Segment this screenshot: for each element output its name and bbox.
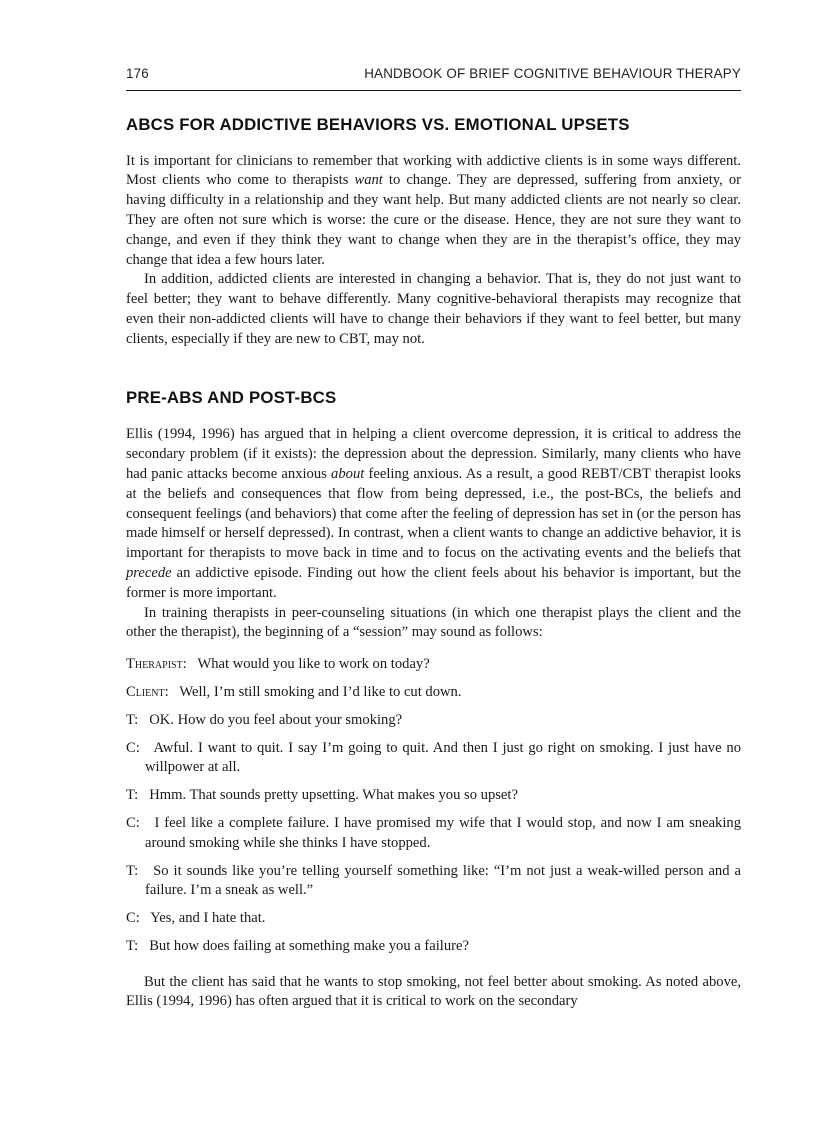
speaker-label: T: xyxy=(126,862,139,879)
dialogue-text: Hmm. That sounds pretty upsetting. What makes you so upset? xyxy=(149,787,518,804)
dialogue-turn xyxy=(126,909,741,929)
page-number: 176 xyxy=(126,66,149,81)
dialogue-turn xyxy=(126,683,741,703)
running-header xyxy=(126,64,741,91)
paragraph-abcs-2: In addition, addicted clients are interested in changing a behavior. That is, they do not just want to feel better; they want to behave differently. Many cognitive-behavioral therapists may recognize that even their non-addicted clients will have to change their behaviors if they want to feel better, but many clients, especially if they are new to CBT, may not. xyxy=(126,271,741,347)
speaker-label: T: xyxy=(126,937,139,954)
dialogue-turn xyxy=(126,862,741,902)
dialogue-turn xyxy=(126,786,741,806)
section-heading-pre-abs: PRE-ABS AND POST-BCS xyxy=(126,387,337,407)
dialogue-text: OK. How do you feel about your smoking? xyxy=(149,711,403,728)
dialogue-turn xyxy=(126,814,741,854)
dialogue-turn xyxy=(126,739,741,779)
dialogue-turn xyxy=(126,655,741,675)
dialogue-turn xyxy=(126,937,741,957)
speaker-label: Therapist: xyxy=(126,656,187,673)
paragraph-closing: But the client has said that he wants to stop smoking, not feel better about smoking. As noted above, Ellis (1994, 1996) has often argued that it is critical to work on the secondary xyxy=(126,973,741,1010)
dialogue-text: Awful. I want to quit. I say I’m going to quit. And then I just go right on smoking. I just have no willpower at all. xyxy=(145,739,742,776)
dialogue-text: What would you like to work on today? xyxy=(197,656,430,673)
paragraph-pre-abs-1: Ellis (1994, 1996) has argued that in helping a client overcome depression, it is critical to address the secondary problem (if it exists): the depression about the depression. Similarly, many clients who have had panic attacks become anxious about feeling anxious. As a result, a good REBT/CBT therapist looks at the beliefs and consequences that flow from being depressed, i.e., the post-BCs, the beliefs and consequent feelings (and behaviors) that come after the feeling of depression has set in (or the person has made himself or herself depressed). In contrast, when a client wants to change an addictive behavior, it is important for therapists to move back in time and to focus on the activating events and the beliefs that precede an addictive episode. Finding out how the client feels about his behavior is important, but the former is more important. xyxy=(126,426,741,601)
speaker-label: Client: xyxy=(126,683,169,700)
emphasis-about: about xyxy=(331,465,365,482)
dialogue-text: Well, I’m still smoking and I’d like to cut down. xyxy=(179,683,462,700)
speaker-label: C: xyxy=(126,739,140,756)
dialogue-text: But how does failing at something make you a failure? xyxy=(149,937,469,954)
dialogue-transcript xyxy=(126,655,741,957)
dialogue-text: Yes, and I hate that. xyxy=(150,910,266,927)
speaker-label: T: xyxy=(126,711,139,728)
book-page xyxy=(126,62,741,1012)
paragraph-pre-abs-2: In training therapists in peer-counseling situations (in which one therapist plays the client and the other the therapist), the beginning of a “session” may sound as follows: xyxy=(126,604,741,641)
book-title: HANDBOOK OF BRIEF COGNITIVE BEHAVIOUR THERAPY xyxy=(364,66,741,81)
emphasis-want: want xyxy=(354,172,383,189)
speaker-label: C: xyxy=(126,910,140,927)
speaker-label: T: xyxy=(126,787,139,804)
section-heading-abcs: ABCS FOR ADDICTIVE BEHAVIORS VS. EMOTIONAL UPSETS xyxy=(126,114,630,134)
paragraph-abcs-1: It is important for clinicians to remember that working with addictive clients is in some ways different. Most clients who come to therapists want to change. They are depressed, suffering from anxiety, or having difficulty in a relationship and they want help. But many addicted clients are not nearly so clear. They are often not sure which is worse: the cure or the disease. Hence, they are not sure they want to change, and even if they think they want to change when they are in the therapist’s office, they may change that idea a few hours later. xyxy=(126,152,742,268)
speaker-label: C: xyxy=(126,814,140,831)
emphasis-precede: precede xyxy=(126,564,172,581)
dialogue-text: I feel like a complete failure. I have promised my wife that I would stop, and now I am sneaking around smoking while she thinks I have stopped. xyxy=(145,814,741,851)
dialogue-turn xyxy=(126,711,741,731)
dialogue-text: So it sounds like you’re telling yourself something like: “I’m not just a weak-willed person and a failure. I’m a sneak as well.” xyxy=(145,862,741,899)
